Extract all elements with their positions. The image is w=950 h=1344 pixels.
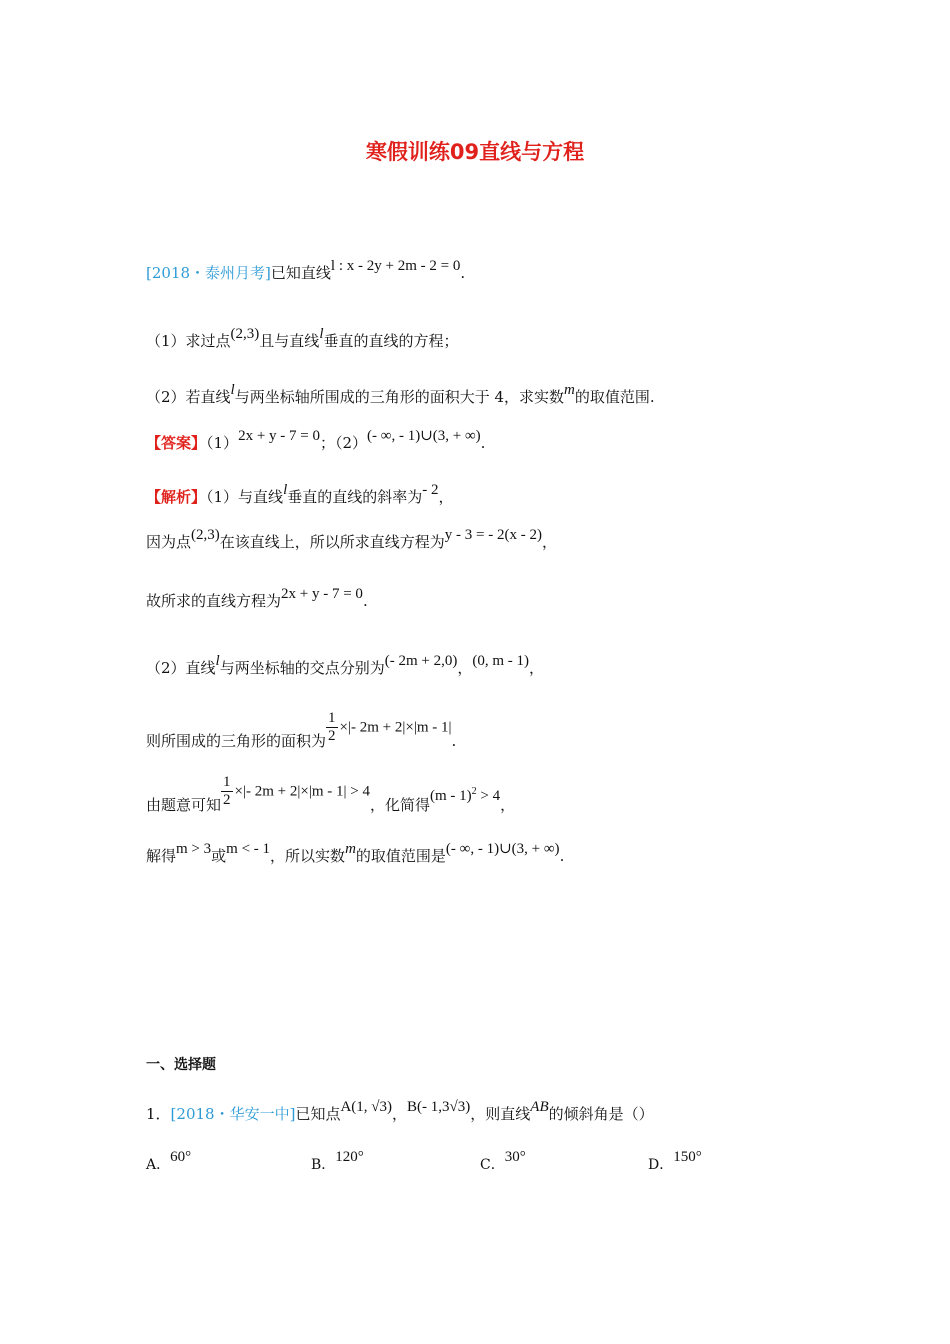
option-d[interactable]: D．150° xyxy=(648,1149,702,1173)
problem-source: [2018・泰州月考] xyxy=(146,264,271,282)
mc-question-1: 1．[2018・华安一中]已知点A(1, √3)，B(- 1,3√3)，则直线AB的倾斜角是（） xyxy=(146,1099,654,1123)
page-title: 寒假训练09直线与方程 xyxy=(365,140,585,164)
analysis-line-3: 故所求的直线方程为2x + y - 7 = 0. xyxy=(146,586,368,610)
analysis-line-6: 由题意可知 $\frac{1}{2}$ ×|- 2m + 2|×|m - 1| > 4，化简得(m - 1)$^2$ > 4， xyxy=(146,774,516,814)
analysis-line-7: 解得m > 3或m < - 1，所以实数m的取值范围是(- ∞, - 1)∪(3, + ∞). xyxy=(146,841,565,865)
analysis-line-2: 因为点(2,3)在该直线上，所以所求直线方程为y - 3 = - 2(x - 2)， xyxy=(146,527,557,551)
fraction-half-2: $\frac{1}{2}$ xyxy=(223,774,231,808)
option-a[interactable]: A．60° xyxy=(146,1149,192,1173)
question-source: [2018・华安一中] xyxy=(170,1105,296,1123)
question-2: （2）若直线l与两坐标轴所围成的三角形的面积大于 4，求实数m的取值范围. xyxy=(146,382,655,406)
answer-line: 【答案】（1）2x + y - 7 = 0；（2）(- ∞, - 1)∪(3, + ∞). xyxy=(146,428,486,452)
analysis-line-1: 【解析】（1）与直线l垂直的直线的斜率为- 2， xyxy=(146,482,454,506)
option-c[interactable]: C．30° xyxy=(480,1149,526,1173)
line-equation: l : x - 2y + 2m - 2 = 0 xyxy=(330,258,461,274)
problem-statement: [2018・泰州月考]已知直线l : x - 2y + 2m - 2 = 0. xyxy=(146,258,466,282)
fraction-half: $\frac{1}{2}$ xyxy=(328,710,336,744)
analysis-label: 【解析】 xyxy=(146,488,207,506)
option-b[interactable]: B．120° xyxy=(311,1149,364,1173)
section-heading: 一、选择题 xyxy=(146,1057,216,1073)
analysis-line-5: 则所围成的三角形的面积为 $\frac{1}{2}$ ×|- 2m + 2|×|m - 1|. xyxy=(146,710,457,750)
question-1: （1）求过点(2,3)且与直线l垂直的直线的方程； xyxy=(146,326,459,350)
analysis-line-4: （2）直线l与两坐标轴的交点分别为(- 2m + 2,0)，(0, m - 1)， xyxy=(146,653,545,677)
answer-label: 【答案】 xyxy=(146,434,207,452)
